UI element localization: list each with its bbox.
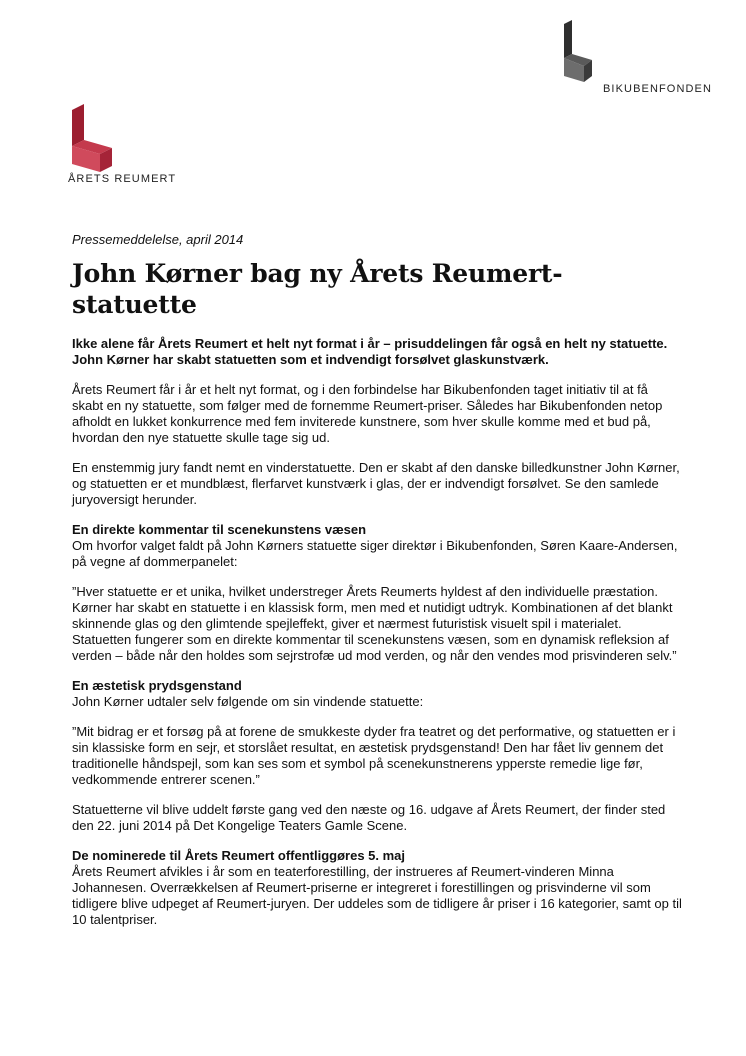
section-heading: En æstetisk prydsgenstand — [72, 678, 242, 693]
headline: John Kørner bag ny Årets Reumert-statuette — [72, 259, 563, 319]
reumert-b-icon — [68, 104, 118, 174]
section-heading: En direkte kommentar til scenekunstens væsen — [72, 522, 367, 537]
section-quote: ”Hver statuette er et unika, hvilket understreger Årets Reumerts hyldest af den individuelle præstation. Kørner har skabt en statuette i en klassisk form, men med et nutidigt udtryk. Kombinationen af det blankt skinnende glas og den glimtende spejleffekt, giver et nærmest futuristisk visuelt spil i materialet. Statuetten fungerer som en direkte kommentar til scenekunstens væsen, som en dynamisk refleksion af verden – både når den holdes som sejrstrofæ ud mod verden, og når den vendes mod prisvinderen selv.” — [72, 584, 677, 663]
lead-paragraph: Ikke alene får Årets Reumert et helt nyt format i år – prisuddelingen får også en helt ny statuette. John Kørner har skabt statuetten som et indvendigt forsølvet glaskunstværk. — [72, 336, 668, 367]
section-quote: ”Mit bidrag er et forsøg på at forene de smukkeste dyder fra teatret og det performative, og statuetten er i sin klassiske form en sejr, et storslået resultat, en æstetisk prydsgenstand! Den har fået liv gennem det traditionelle håndspejl, som kan ses som et symbol på scenekunstnerens ypperste remedie lige før, vedkommende entrerer scenen.” — [72, 724, 676, 787]
document-type: Pressemeddelelse, april 2014 — [72, 232, 244, 247]
bikubenfonden-logo-text: BIKUBENFONDEN — [603, 83, 713, 95]
bikuben-b-icon — [558, 20, 598, 82]
paragraph-1: Årets Reumert får i år et helt nyt format, og i den forbindelse har Bikubenfonden taget initiativ til at få skabt en ny statuette, som følger med de fornemme Reumert-priser. Således har Bikubenfonden netop afholdt en lukket konkurrence med fem inviterede kunstnere, som hver skulle komme med et bud på, hvordan den nye statuette skulle tage sig ud. — [72, 382, 663, 445]
section-intro: Om hvorfor valget faldt på John Kørners statuette siger direktør i Bikubenfonden, Søren Kaare-Andersen, på vegne af dommerpanelet: — [72, 538, 678, 569]
section-heading: De nominerede til Årets Reumert offentliggøres 5. maj — [72, 848, 406, 863]
section-intro: Årets Reumert afvikles i år som en teaterforestilling, der instrueres af Reumert-vinderen Minna Johannesen. Overrækkelsen af Reumert-priserne er integreret i forestillingen og prisvinderne vil som tidligere blive udpeget af Reumert-juryen. Der uddeles som de tidligere år priser i 16 kategorier, samt op til 10 talentpriser. — [72, 864, 682, 927]
section-intro: John Kørner udtaler selv følgende om sin vindende statuette: — [72, 694, 424, 709]
press-release — [72, 232, 682, 942]
section-aesthetic — [72, 678, 682, 834]
section-comment — [72, 522, 682, 664]
section-paragraph: Statuetterne vil blive uddelt første gang ved den næste og 16. udgave af Årets Reumert, der finder sted den 22. juni 2014 på Det Kongelige Teaters Gamle Scene. — [72, 802, 666, 833]
paragraph-2: En enstemmig jury fandt nemt en vinderstatuette. Den er skabt af den danske billedkunstner John Kørner, og statuetten er et mundblæst, flerfarvet kunstværk i glas, der er indvendigt forsølvet. Se den samlede juryoversigt herunder. — [72, 460, 680, 507]
section-nominees — [72, 848, 682, 928]
arets-reumert-logo-text: ÅRETS REUMERT — [68, 173, 177, 185]
